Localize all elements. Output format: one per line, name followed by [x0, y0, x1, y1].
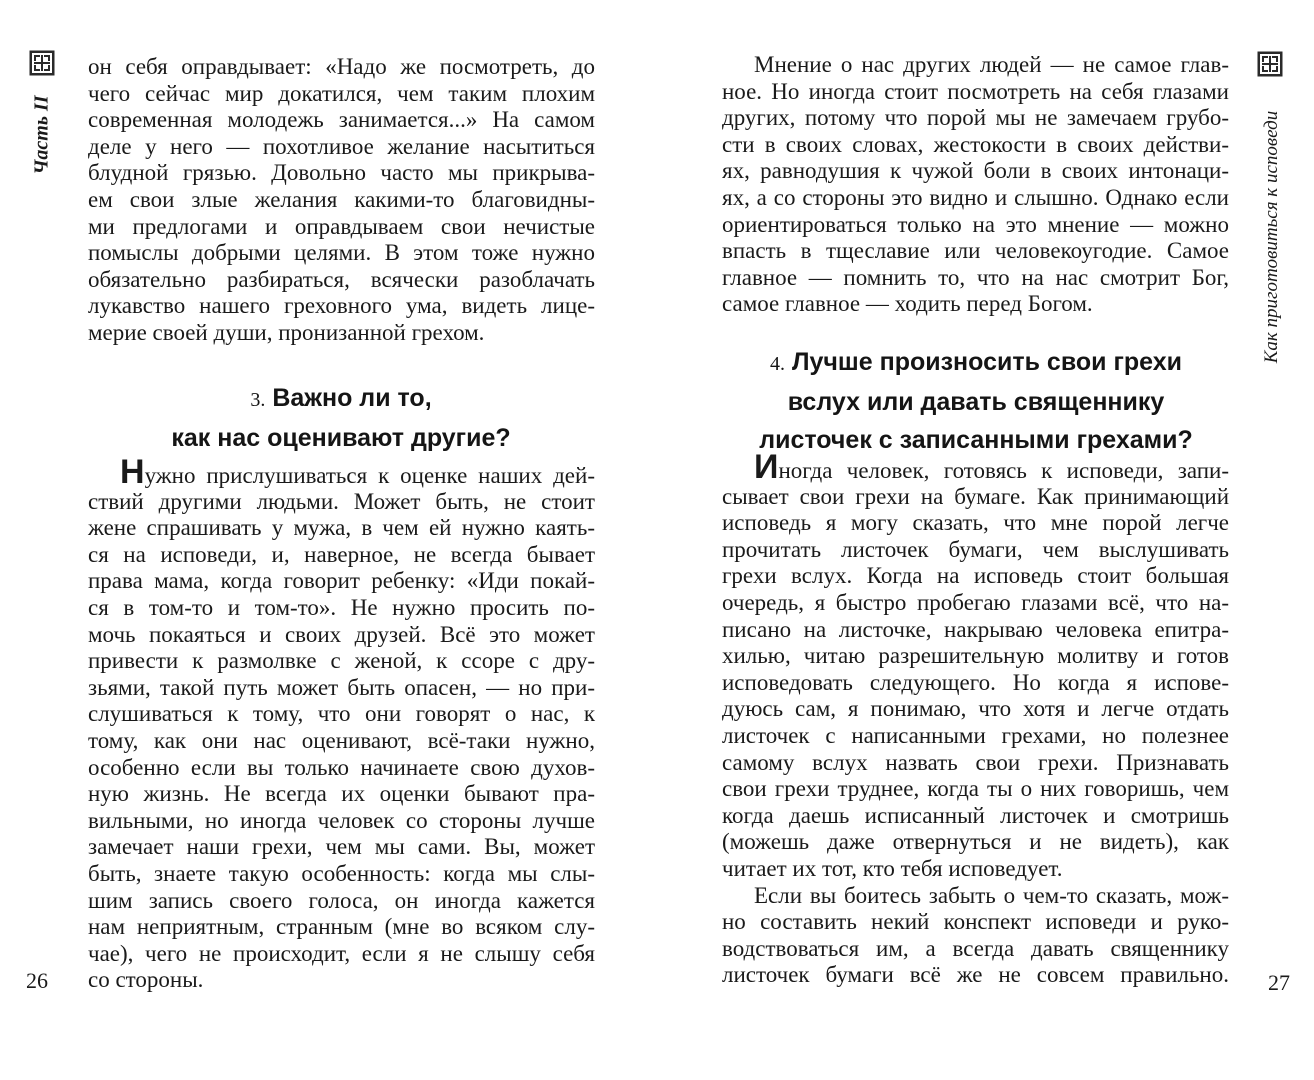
text-line: ся на исповеди, и, наверное, не всегда бывает [88, 541, 595, 567]
text-line: вильными, но иногда человек со стороны лучше [88, 807, 595, 833]
running-head: Часть II [30, 95, 53, 175]
right-page [657, 0, 1314, 1080]
text-line [88, 453, 595, 491]
text-line: права мама, когда говорит ребенку: «Иди покай- [88, 568, 595, 594]
text-line: самому вслух назвать свои грехи. Признавать [722, 749, 1229, 775]
heading-number: 4. [770, 353, 786, 375]
text-line: ем свои злые желания какими-то благовидны- [88, 186, 595, 212]
text-line: хилью, читаю разрешительную молитву и готов [722, 643, 1229, 669]
paragraph [722, 52, 1229, 318]
text-line: листочек с написанными грехами, но полезнее [722, 722, 1229, 748]
page-number: 27 [1268, 970, 1290, 995]
ornament-icon [1257, 51, 1283, 77]
heading-text: Лучше произносить свои грехи [791, 348, 1182, 376]
text-line: деле у него — похотливое желание насытиться [88, 133, 595, 159]
text-line: ное. Но иногда стоит посмотреть на себя глазами [722, 78, 1229, 104]
text-line: Если вы боитесь забыть о чем-то сказать, мож- [754, 882, 1229, 908]
text-line: современная молодежь занимается...» На самом [88, 107, 595, 133]
text-line: главное — помнить то, что на нас смотрит Бог, [722, 264, 1229, 290]
section-body [88, 453, 595, 994]
text-line: сти в своих словах, жестокости в своих действи- [722, 131, 1229, 157]
text-line: мерие своей души, пронизанной грехом. [88, 319, 485, 345]
heading-line: вслух или давать священнику [787, 388, 1165, 416]
text-line: читает их тот, кто тебя исповедует. [722, 855, 1063, 881]
text-line: писано на листочке, накрываю человека епитра- [722, 616, 1229, 642]
text-line: но составить некий конспект исповеди и руко- [722, 909, 1229, 935]
section-body [722, 448, 1229, 989]
text-line: чего сейчас мир докатился, чем таким плохим [88, 80, 595, 106]
text-line: обязательно разбираться, всячески разоблачать [88, 266, 595, 292]
text-line: шим запись своего голоса, он иногда кажется [88, 887, 595, 913]
section-heading-4 [696, 343, 1256, 459]
text-line: помыслы добрыми целями. В этом тоже нужно [88, 240, 595, 266]
text-line: исповедовать следующего. Но когда я испове- [722, 669, 1229, 695]
text-line: жене спрашивать у мужа, в чем ей нужно каять- [88, 515, 595, 541]
drop-cap: Н [120, 453, 145, 491]
heading-line: листочек с записанными грехами? [759, 426, 1193, 454]
text-line: слушиваться к тому, что они говорят о нас, к [88, 701, 595, 727]
text-line: ную жизнь. Не всегда их оценки бывают пра- [88, 781, 595, 807]
text-line: впасть в тщеславие или человекоугодие. Самое [722, 238, 1229, 264]
text-line: со стороны. [88, 967, 204, 993]
text-line: свои грехи труднее, когда ты о них говоришь, чем [722, 776, 1229, 802]
page-number: 26 [26, 968, 48, 993]
text-line-rest: ногда человек, готовясь к исповеди, запи- [778, 458, 1229, 483]
ornament-icon [29, 50, 55, 76]
running-head: Как приготовиться к исповеди [1261, 110, 1282, 364]
text-line: дуюсь сам, я понимаю, что хотя и легче отдать [722, 696, 1229, 722]
section-heading-3 [61, 379, 621, 457]
text-line: замечает наши грехи, чем мы сами. Вы, может [88, 834, 595, 860]
text-line: водствоваться им, а всегда давать священнику [722, 935, 1229, 961]
heading-line [61, 379, 621, 419]
drop-cap: И [754, 448, 779, 486]
text-line: мочь покаяться и своих друзей. Всё это может [88, 621, 595, 647]
text-line: прочитать листочек бумаги, чем выслушивать [722, 536, 1229, 562]
text-line: ориентироваться только на это мнение — можно [722, 211, 1229, 237]
text-line: исповедь я могу сказать, что мне порой легче [722, 510, 1229, 536]
text-line: ся в том-то и том-то». Не нужно просить по- [88, 594, 595, 620]
text-line: нам неприятным, странным (мне во всяком слу- [88, 914, 595, 940]
text-line: ях, равнодушия к чужой боли в своих интонаци- [722, 158, 1229, 184]
text-line: ствий другими людьми. Может быть, не стоит [88, 488, 595, 514]
heading-number: 3. [250, 389, 266, 411]
text-line-rest: ужно прислушиваться к оценке наших дей- [144, 463, 595, 488]
text-line: особенно если вы только начинаете свою духов- [88, 754, 595, 780]
text-line: когда даешь исписанный листочек и смотришь [722, 802, 1229, 828]
text-line: ми предлогами и оправдываем свои нечистые [88, 213, 595, 239]
paragraph-continued [88, 54, 595, 347]
text-line: блудной грязью. Довольно часто мы прикрыва- [88, 160, 595, 186]
text-line: (можешь даже отвернуться и не видеть), как [722, 829, 1229, 855]
text-line: других, потому что порой мы не замечаем грубо- [722, 105, 1229, 131]
text-line: он себя оправдывает: «Надо же посмотреть, до [88, 54, 595, 79]
text-line: чае), чего не происходит, если я не слышу себя [88, 940, 595, 966]
text-line: привести к размолвке с женой, к ссоре с дру- [88, 648, 595, 674]
text-line: тому, как они нас оценивают, всё-таки нужно, [88, 727, 595, 753]
text-line [722, 448, 1229, 486]
heading-line: как нас оценивают другие? [171, 424, 511, 452]
text-line: очередь, я быстро пробегаю глазами всё, что на- [722, 589, 1229, 615]
text-line: ях, а со стороны это видно и слышно. Однако если [722, 184, 1229, 210]
text-line: сывает свои грехи на бумаге. Как принимающий [722, 483, 1229, 509]
text-line: грехи вслух. Когда на исповедь стоит большая [722, 563, 1229, 589]
text-line: самое главное — ходить перед Богом. [722, 291, 1093, 317]
heading-text: Важно ли то, [272, 384, 432, 412]
text-line: листочек бумаги всё же не совсем правильно. [722, 962, 1229, 988]
text-line: Мнение о нас других людей — не самое глав- [754, 52, 1229, 77]
text-line: зьями, такой путь может быть опасен, — но при- [88, 674, 595, 700]
text-line: быть, знаете такую особенность: когда мы слы- [88, 860, 595, 886]
text-line: лукавство нашего греховного ума, видеть лице- [88, 293, 595, 319]
heading-line [696, 343, 1256, 383]
